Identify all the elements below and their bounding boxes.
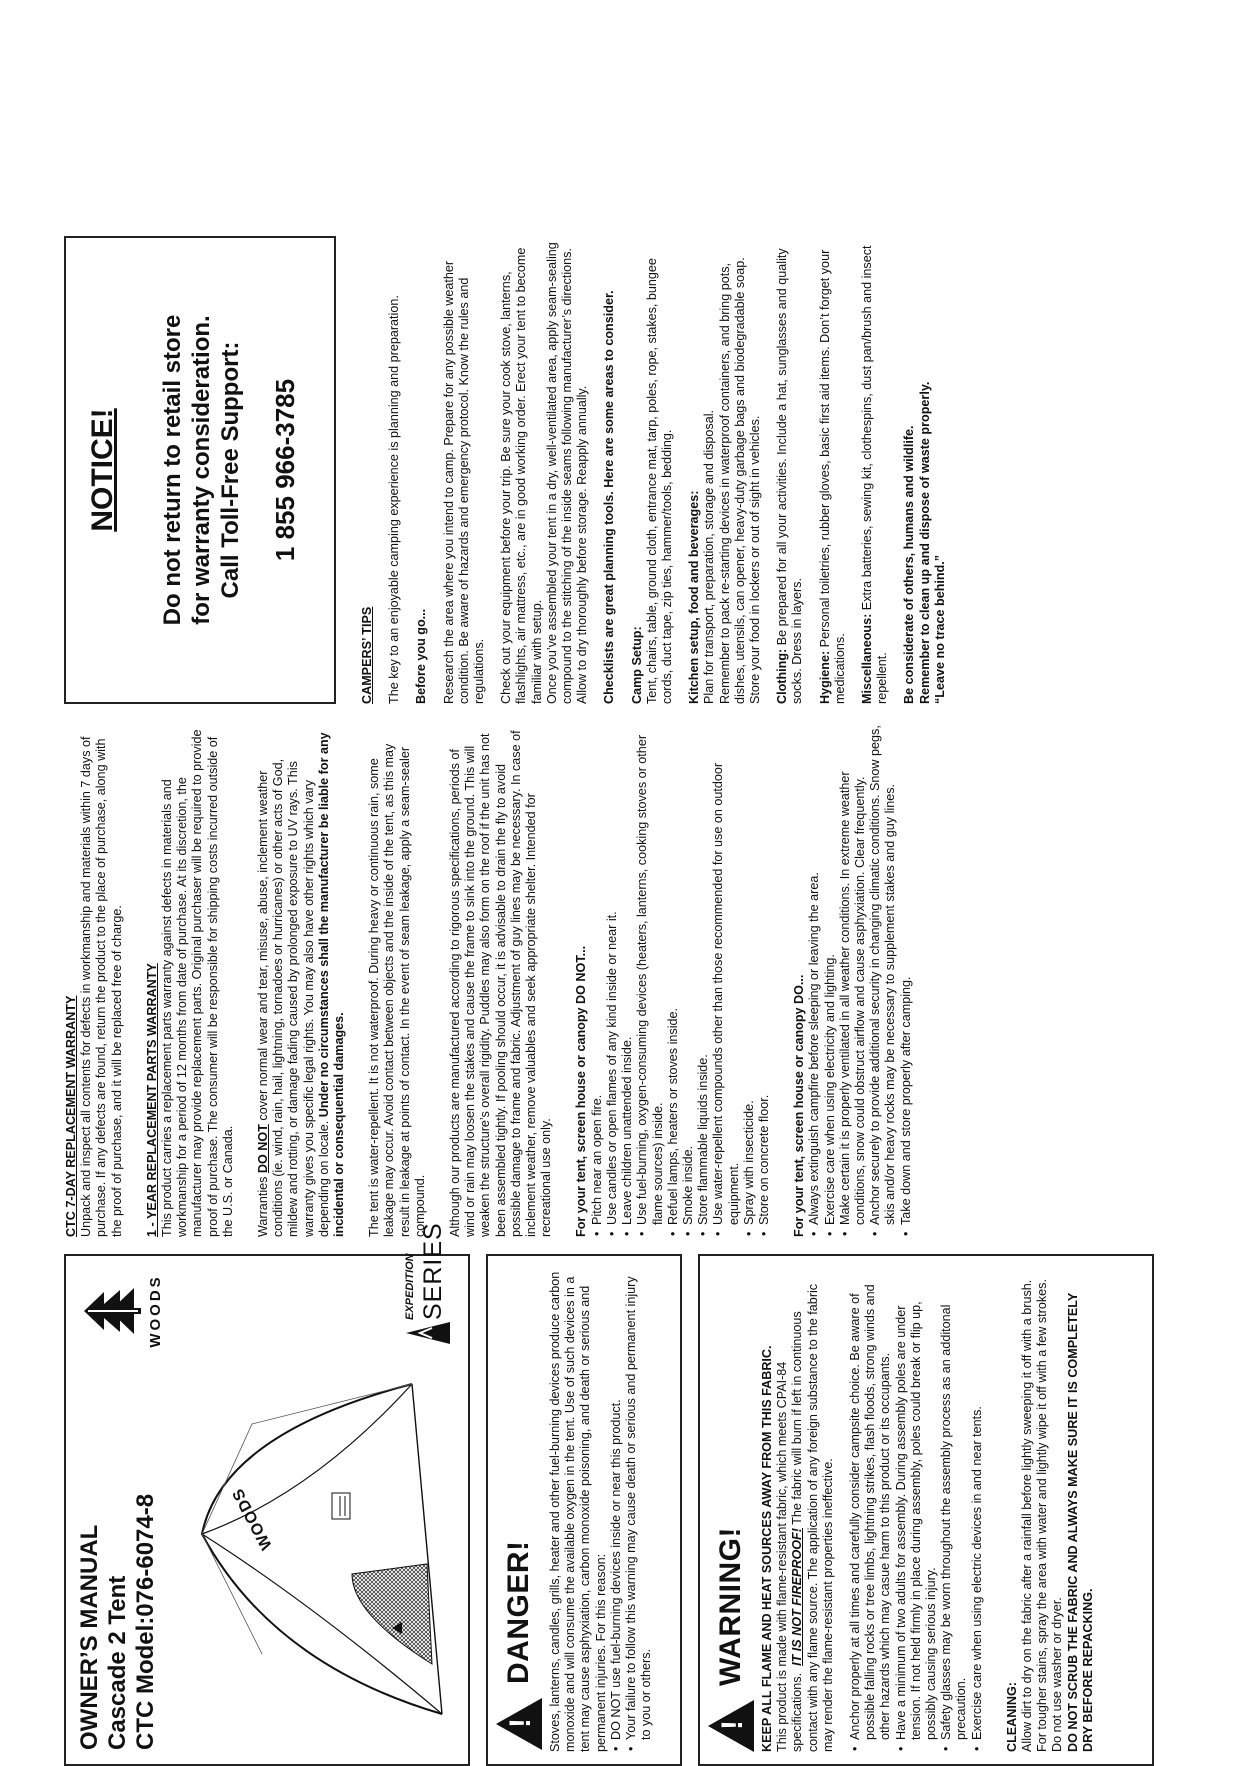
clothing-paragraph <box>775 236 805 704</box>
kitchen-paragraph-2: Remember to pack re-starting devices in waterproof containers, and bring pots, dishes, utensils, can opener, heavy-duty garbage bags and biodegradable soap. Store your food in lockers or out of sight in vehicles. <box>717 257 763 704</box>
campers-tips <box>360 236 948 704</box>
tips-heading: CAMPERS’ TIPS <box>360 606 374 704</box>
do-list <box>807 725 913 1237</box>
water-paragraph-2: Although our products are manufactured according to rigorous specifications, periods of wind or rain may loosen the stakes and cause the frame to sink into the ground. This will weaken the structure’s overall rigidity. Puddles may also form on the roof if the unit has not been assembled tightly. If pooling should occur, it is advisable to drain the fly to avoid possible damage to frame and fabric. Adjustment of guy lines may be necessary. In case of inclement weather, remove valuables and seek appropriate shelter. Intended for recreational use only. <box>448 730 554 1237</box>
warning-bullets <box>848 1268 985 1752</box>
do-not-item: • Use water-repellent compounds other than those recommended for use on outdoor equipment. <box>711 725 741 1225</box>
do-not-item: • Spray with insecticide. <box>742 725 757 1225</box>
do-heading: For your tent, screen house or canopy DO... <box>792 974 807 1237</box>
water-paragraph-1: The tent is water-repellent. It is not waterproof. During heavy or continuous rain, some leakage may occur. Avoid contact between objects and the inside of the tent, as this may result in leakage at points of contact. In the event of seam leakage, apply a seam-sealer compound. <box>367 743 427 1237</box>
warranty1-heading: 1 - YEAR REPLACEMENT PARTS WARRANTY <box>144 963 159 1237</box>
cleaning-bold: DO NOT SCRUB THE FABRIC AND ALWAYS MAKE SURE IT IS COMPLETELY DRY BEFORE REPACKING. <box>1065 1292 1095 1752</box>
do-not-item: • Pitch near an open fire. <box>590 725 605 1225</box>
clothing-body: Be prepared for all your activities. Include a hat, sunglasses and quality socks. Dress in layers. <box>775 248 805 704</box>
misc-body: Extra batteries, sewing kit, clothespins, dust pan/brush and insect repellent. <box>860 245 890 704</box>
do-item: • Exercise care when using electricity and lighting. <box>823 725 838 1225</box>
warranties-lead: Warranties <box>256 1176 271 1237</box>
expedition-series-badge <box>402 1222 454 1346</box>
notice-box <box>64 236 336 704</box>
do-not-item: • Use candles or open flames of any kind inside or near it. <box>605 725 620 1225</box>
cleaning-heading: CLEANING: <box>1004 1682 1019 1752</box>
danger-bullet: • DO NOT use fuel-burning devices inside or near this product. <box>609 1268 624 1740</box>
warning-heading: WARNING! <box>714 1527 747 1686</box>
closing-line-3: “Leave no trace behind.” <box>932 554 947 704</box>
kitchen-heading: Kitchen setup, food and beverages: <box>687 490 702 704</box>
woods-logo <box>82 1266 164 1356</box>
notice-line-2: for warranty consideration. <box>188 315 215 625</box>
do-item: • Anchor securely to provide additional security in changing climatic conditions. Snow pegs, skis and/or heavy rocks may be necessary to supplement stakes and guy lines. <box>868 725 898 1225</box>
notice-heading: NOTICE! <box>86 408 119 532</box>
do-not-item: • Refuel lamps, heaters or stoves inside. <box>666 725 681 1225</box>
warning-body-b: The fabric will burn if left in continuous contact with any flame source. The application of any foreign substance to the fabric may render the flame-resistant properties ineffective. <box>790 1283 835 1752</box>
misc-paragraph <box>860 236 890 704</box>
before-paragraph-1: Research the area where you intend to camp. Prepare for any possible weather condition. Be aware of hazards and emergency protocol. Know the rules and regulations. <box>441 260 487 704</box>
do-not-item: • Smoke inside. <box>681 725 696 1225</box>
danger-bullets <box>609 1268 655 1752</box>
warning-body-a: This product is made with flame-resistant fabric, which meets CPAI-84 specifications. <box>775 1361 805 1752</box>
support-phone: 1 855 966-3785 <box>270 378 300 562</box>
tree-logo-icon <box>82 1286 142 1336</box>
warning-fireproof: IT IS NOT FIREPROOF! <box>790 1528 805 1666</box>
notice-line-1: Do not return to retail store <box>159 314 186 626</box>
warranties-body: cover normal wear and tear, misuse, abuse, inclement weather conditions (ie. wind, rain, hail, lightning, tornadoes or hurricanes) or other acts of God, mildew and rotting, or damage fading caused by prolonged exposure to UV rays. This warranty gives you specific legal rights. You may also have other rights which vary depending on locale. <box>256 758 331 1237</box>
danger-bullet: • Your failure to follow this warning may cause death or serious and permanent injury to you or others. <box>624 1268 654 1740</box>
hygiene-label: Hygiene: <box>817 650 832 704</box>
do-not-item: • Leave children unattended inside. <box>620 725 635 1225</box>
cover-box <box>64 1222 470 1766</box>
warning-bullet: • Have a minimum of two adults for assembly. During assembly poles are under tension. If not held firmly in place during assembly, poles could break or flip up, possibly causing serious injury. <box>894 1268 940 1740</box>
do-not-item: • Store flammable liquids inside. <box>696 725 711 1225</box>
tips-intro: The key to an enjoyable camping experience is planning and preparation. <box>387 295 402 704</box>
before-heading: Before you go... <box>414 608 429 704</box>
manual-sheet <box>64 236 1154 1766</box>
danger-box <box>486 1254 682 1766</box>
column-right <box>64 236 1154 704</box>
manual-subtitle: Cascade 2 Tent <box>104 1575 131 1750</box>
closing-line-2: Remember to clean up and dispose of waste properly. <box>917 381 932 704</box>
cover-titles <box>76 1494 160 1750</box>
tent-brand-label: WOODS <box>229 1484 276 1553</box>
series-bottom-label: SERIES <box>419 1222 447 1320</box>
danger-heading: DANGER! <box>502 1540 535 1684</box>
manual-model: CTC Model:076-6074-8 <box>132 1493 159 1750</box>
column-left <box>64 1222 1154 1766</box>
hygiene-paragraph <box>818 236 848 704</box>
notice-line-3: Call Toll-Free Support: <box>217 341 244 599</box>
checklists-note: Checklists are great planning tools. Here are some areas to consider. <box>602 290 617 704</box>
manual-title: OWNER’S MANUAL <box>76 1524 103 1750</box>
column-middle <box>64 725 1154 1237</box>
danger-triangle-icon: ! <box>496 1698 542 1750</box>
brand-name: WOODS <box>147 1274 164 1348</box>
do-item: • Take down and store properly after camping. <box>899 725 914 1225</box>
series-top-label: EXPEDITION <box>404 1253 416 1320</box>
danger-body: Stoves, lanterns, candles, grills, heater and other fuel-burning devices produce carbon monoxide and will consume the available oxygen in the tent. Use of such devices in a tent may cause asphyxiation, carbon monoxide poisoning, and death or serious and permanent injuries. For this reason: <box>548 1271 608 1752</box>
warning-body <box>775 1268 836 1752</box>
warning-header <box>708 1268 754 1752</box>
warning-triangle-icon: ! <box>708 1700 754 1752</box>
warranty7-body: Unpack and inspect all contents for defects in workmanship and materials within 7 days of purchase. If any defects are found, return the product to the place of purchase, along with the proof of purchase, and it will be replaced free of charge. <box>79 736 124 1237</box>
kitchen-paragraph-1: Plan for transport, preparation, storage and disposal. <box>702 409 717 704</box>
danger-header <box>496 1268 542 1750</box>
warranties-liability: Under no circumstances shall the manufacturer be liable for any incidental or consequential damages. <box>316 732 347 1237</box>
warning-bullet: • Safety glasses may be worn throughout the assembly process as an additonal precaution. <box>939 1268 969 1740</box>
do-not-heading: For your tent, screen house or canopy DO NOT... <box>574 945 589 1237</box>
before-paragraph-2: Check out your equipment before your trip. Be sure your cook stove, lanterns, flashlights, air mattress, etc., are in good working order. Erect your tent to become familiar with setup. <box>499 247 544 704</box>
tent-illustration <box>162 1374 462 1724</box>
do-not-list <box>590 725 772 1237</box>
before-paragraph-3: Once you’ve assembled your tent in a dry, well-ventilated area, apply seam-sealing compound to the stitching of the inside seams following manufacturer’s directions. Allow to dry thoroughly before storage. Reapply annually. <box>544 242 590 704</box>
misc-label: Miscellaneous: <box>860 613 875 704</box>
do-item: • Always extinguish campfire before sleeping or leaving the area. <box>807 725 822 1225</box>
hygiene-body: Personal toiletries, rubber gloves, basic first aid items. Don’t forget your medications. <box>817 249 847 704</box>
camp-setup-body: Tent, chairs, table, ground cloth, entrance mat, tarp, poles, rope, stakes, bungee cords, duct tape, zip ties, hammer/tools, bedding. <box>644 258 675 704</box>
do-not-item: • Store on concrete floor. <box>757 725 772 1225</box>
warning-bullet: • Anchor properly at all times and carefully consider campsite choice. Be aware of possible falling rocks or tree limbs, lightning strikes, flash floods, strong winds and other hazards which may casue harm to this product or its occupants. <box>848 1268 894 1740</box>
warning-bullet: • Exercise care when using electric devices in and near tents. <box>970 1268 985 1740</box>
series-mountain-icon <box>402 1320 452 1346</box>
clothing-label: Clothing: <box>775 648 790 704</box>
warranty7-heading: CTC 7-DAY REPLACEMENT WARRANTY <box>64 995 78 1237</box>
warning-lead: KEEP ALL FLAME AND HEAT SOURCES AWAY FROM THIS FABRIC. <box>760 1345 774 1752</box>
do-item: • Make certain it is properly ventilated in all weather conditions. In extreme weather conditions, snow could obstruct airflow and cause asphyxiation. Clear frequently. <box>838 725 868 1225</box>
cleaning-body: Allow dirt to dry on the fabric after a rainfall before lightly sweeping it off with a brush. For tougher stains, spray the area with water and lightly wipe it off with a few strokes. Do not use washer or dryer. <box>1020 1279 1065 1752</box>
camp-setup-heading: Camp Setup: <box>629 626 644 704</box>
do-not-item: • Use fuel-burning, oxygen-consuming devices (heaters, lanterns, cooking stoves or other flame sources) inside. <box>635 725 665 1225</box>
closing-line-1: Be considerate of others, humans and wildlife. <box>902 425 917 704</box>
warranty1-body: This product carries a replacement parts warranty against defects in materials and workmanship for a period of 12 months from date of purchase. At its discretion, the manufacturer may provide replacement parts. Original purchaser will be required to provide proof of purchase. The consumer will be responsible for shipping costs incurred outside of the U.S. or Canada. <box>160 729 235 1237</box>
warning-box <box>698 1254 1154 1766</box>
warranties-paragraph <box>256 725 347 1237</box>
warranties-do-not: DO NOT <box>256 1124 271 1174</box>
